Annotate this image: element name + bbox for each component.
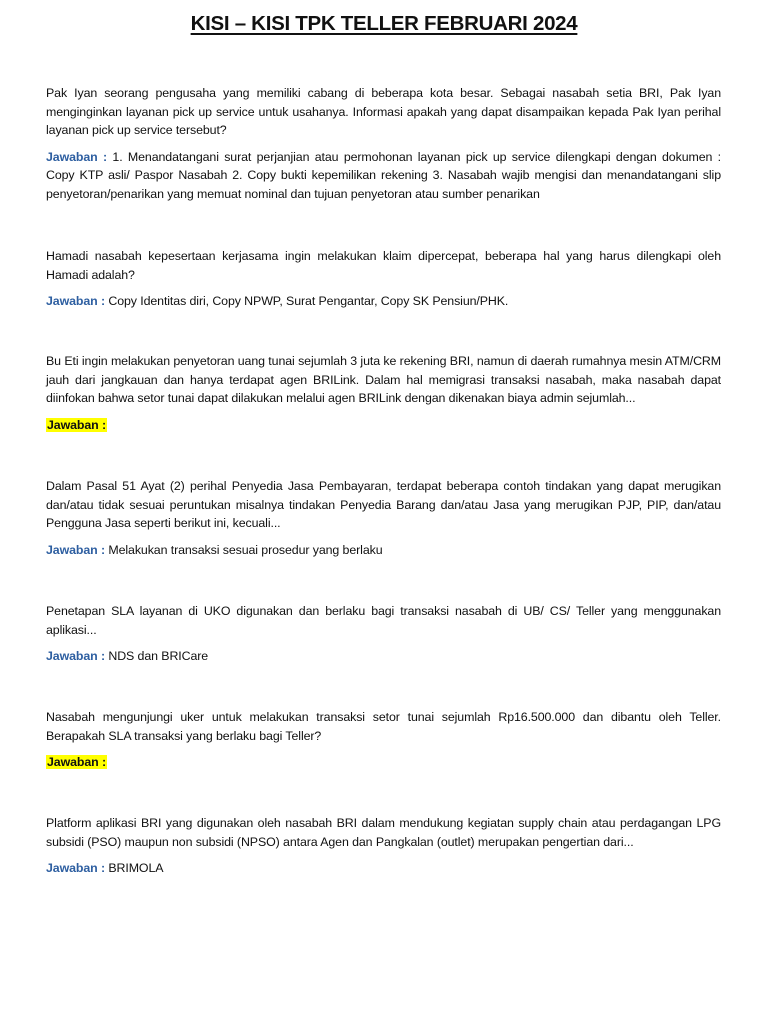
answer-line [46, 148, 721, 204]
answer-label: Jawaban : [46, 649, 106, 664]
question-text: Hamadi nasabah kepesertaan kerjasama ingin melakukan klaim dipercepat, beberapa hal yang harus dilengkapi oleh Hamadi adalah? [46, 249, 721, 282]
question-text: Dalam Pasal 51 Ayat (2) perihal Penyedia Jasa Pembayaran, terdapat beberapa contoh tindakan yang dapat merugikan dan/atau tidak sesuai peruntukan misalnya tindakan Penyedia Barang dan/atau Jasa yang merugikan PJP, PIP, dan/atau Pengguna Jasa seperti berikut ini, kecuali... [46, 479, 721, 531]
answer-label: Jawaban : [47, 755, 107, 770]
qa-item-2 [46, 247, 721, 311]
answer-label: Jawaban : [47, 417, 107, 432]
question-text: Penetapan SLA layanan di UKO digunakan dan berlaku bagi transaksi nasabah di UB/ CS/ Teller yang menggunakan aplikasi... [46, 604, 721, 637]
qa-item-3 [46, 352, 721, 434]
qa-item-6 [46, 708, 721, 772]
answer-line [46, 859, 721, 878]
answer-line [46, 647, 721, 666]
answer-line [46, 753, 721, 772]
question-text: Nasabah mengunjungi uker untuk melakukan transaksi setor tunai sejumlah Rp16.500.000 dan dibantu oleh Teller. Berapakah SLA transaksi yang berlaku bagi Teller? [46, 710, 721, 743]
answer-label: Jawaban : [46, 294, 106, 309]
answer-label: Jawaban : [46, 149, 108, 164]
question-text: Pak Iyan seorang pengusaha yang memiliki cabang di beberapa kota besar. Sebagai nasabah setia BRI, Pak Iyan menginginkan layanan pick up service untuk usahanya. Informasi apakah yang dapat disampaikan kepada Pak Iyan perihal layanan pick up service tersebut? [46, 86, 721, 138]
qa-item-5 [46, 602, 721, 666]
answer-text: Copy Identitas diri, Copy NPWP, Surat Pengantar, Copy SK Pensiun/PHK. [105, 294, 509, 309]
question-text: Platform aplikasi BRI yang digunakan oleh nasabah BRI dalam mendukung kegiatan supply chain atau perdagangan LPG subsidi (PSO) maupun non subsidi (NPSO) antara Agen dan Pangkalan (outlet) merupakan pengertian dari... [46, 816, 721, 849]
answer-line [46, 292, 721, 311]
question-text: Bu Eti ingin melakukan penyetoran uang tunai sejumlah 3 juta ke rekening BRI, namun di daerah rumahnya mesin ATM/CRM jauh dari jangkauan dan hanya terdapat agen BRILink. Dalam hal memigrasi transaksi nasabah, maka nasabah dapat diinfokan bahwa setor tunai dapat dilakukan melalui agen BRILink dengan dikenakan biaya admin sejumlah... [46, 354, 721, 406]
answer-label: Jawaban : [46, 542, 106, 557]
qa-item-7 [46, 814, 721, 878]
answer-line [46, 541, 721, 560]
answer-text: 1. Menandatangani surat perjanjian atau permohonan layanan pick up service dilengkapi dengan dokumen : Copy KTP asli/ Paspor Nasabah 2. Copy bukti kepemilikan rekening 3. Nasabah wajib mengisi dan menandatangani slip penyetoran/penarikan yang memuat nominal dan tujuan penyetoran atau sumber penarikan [46, 149, 722, 201]
qa-item-1 [46, 84, 721, 204]
answer-text: BRIMOLA [105, 861, 164, 876]
page-title [0, 12, 768, 36]
answer-label: Jawaban : [46, 861, 106, 876]
qa-item-4 [46, 477, 721, 559]
answer-text: NDS dan BRICare [105, 649, 209, 664]
answer-text: Melakukan transaksi sesuai prosedur yang berlaku [105, 542, 383, 557]
answer-line [46, 416, 721, 435]
page-title-text: KISI – KISI TPK TELLER FEBRUARI 2024 [190, 12, 578, 35]
